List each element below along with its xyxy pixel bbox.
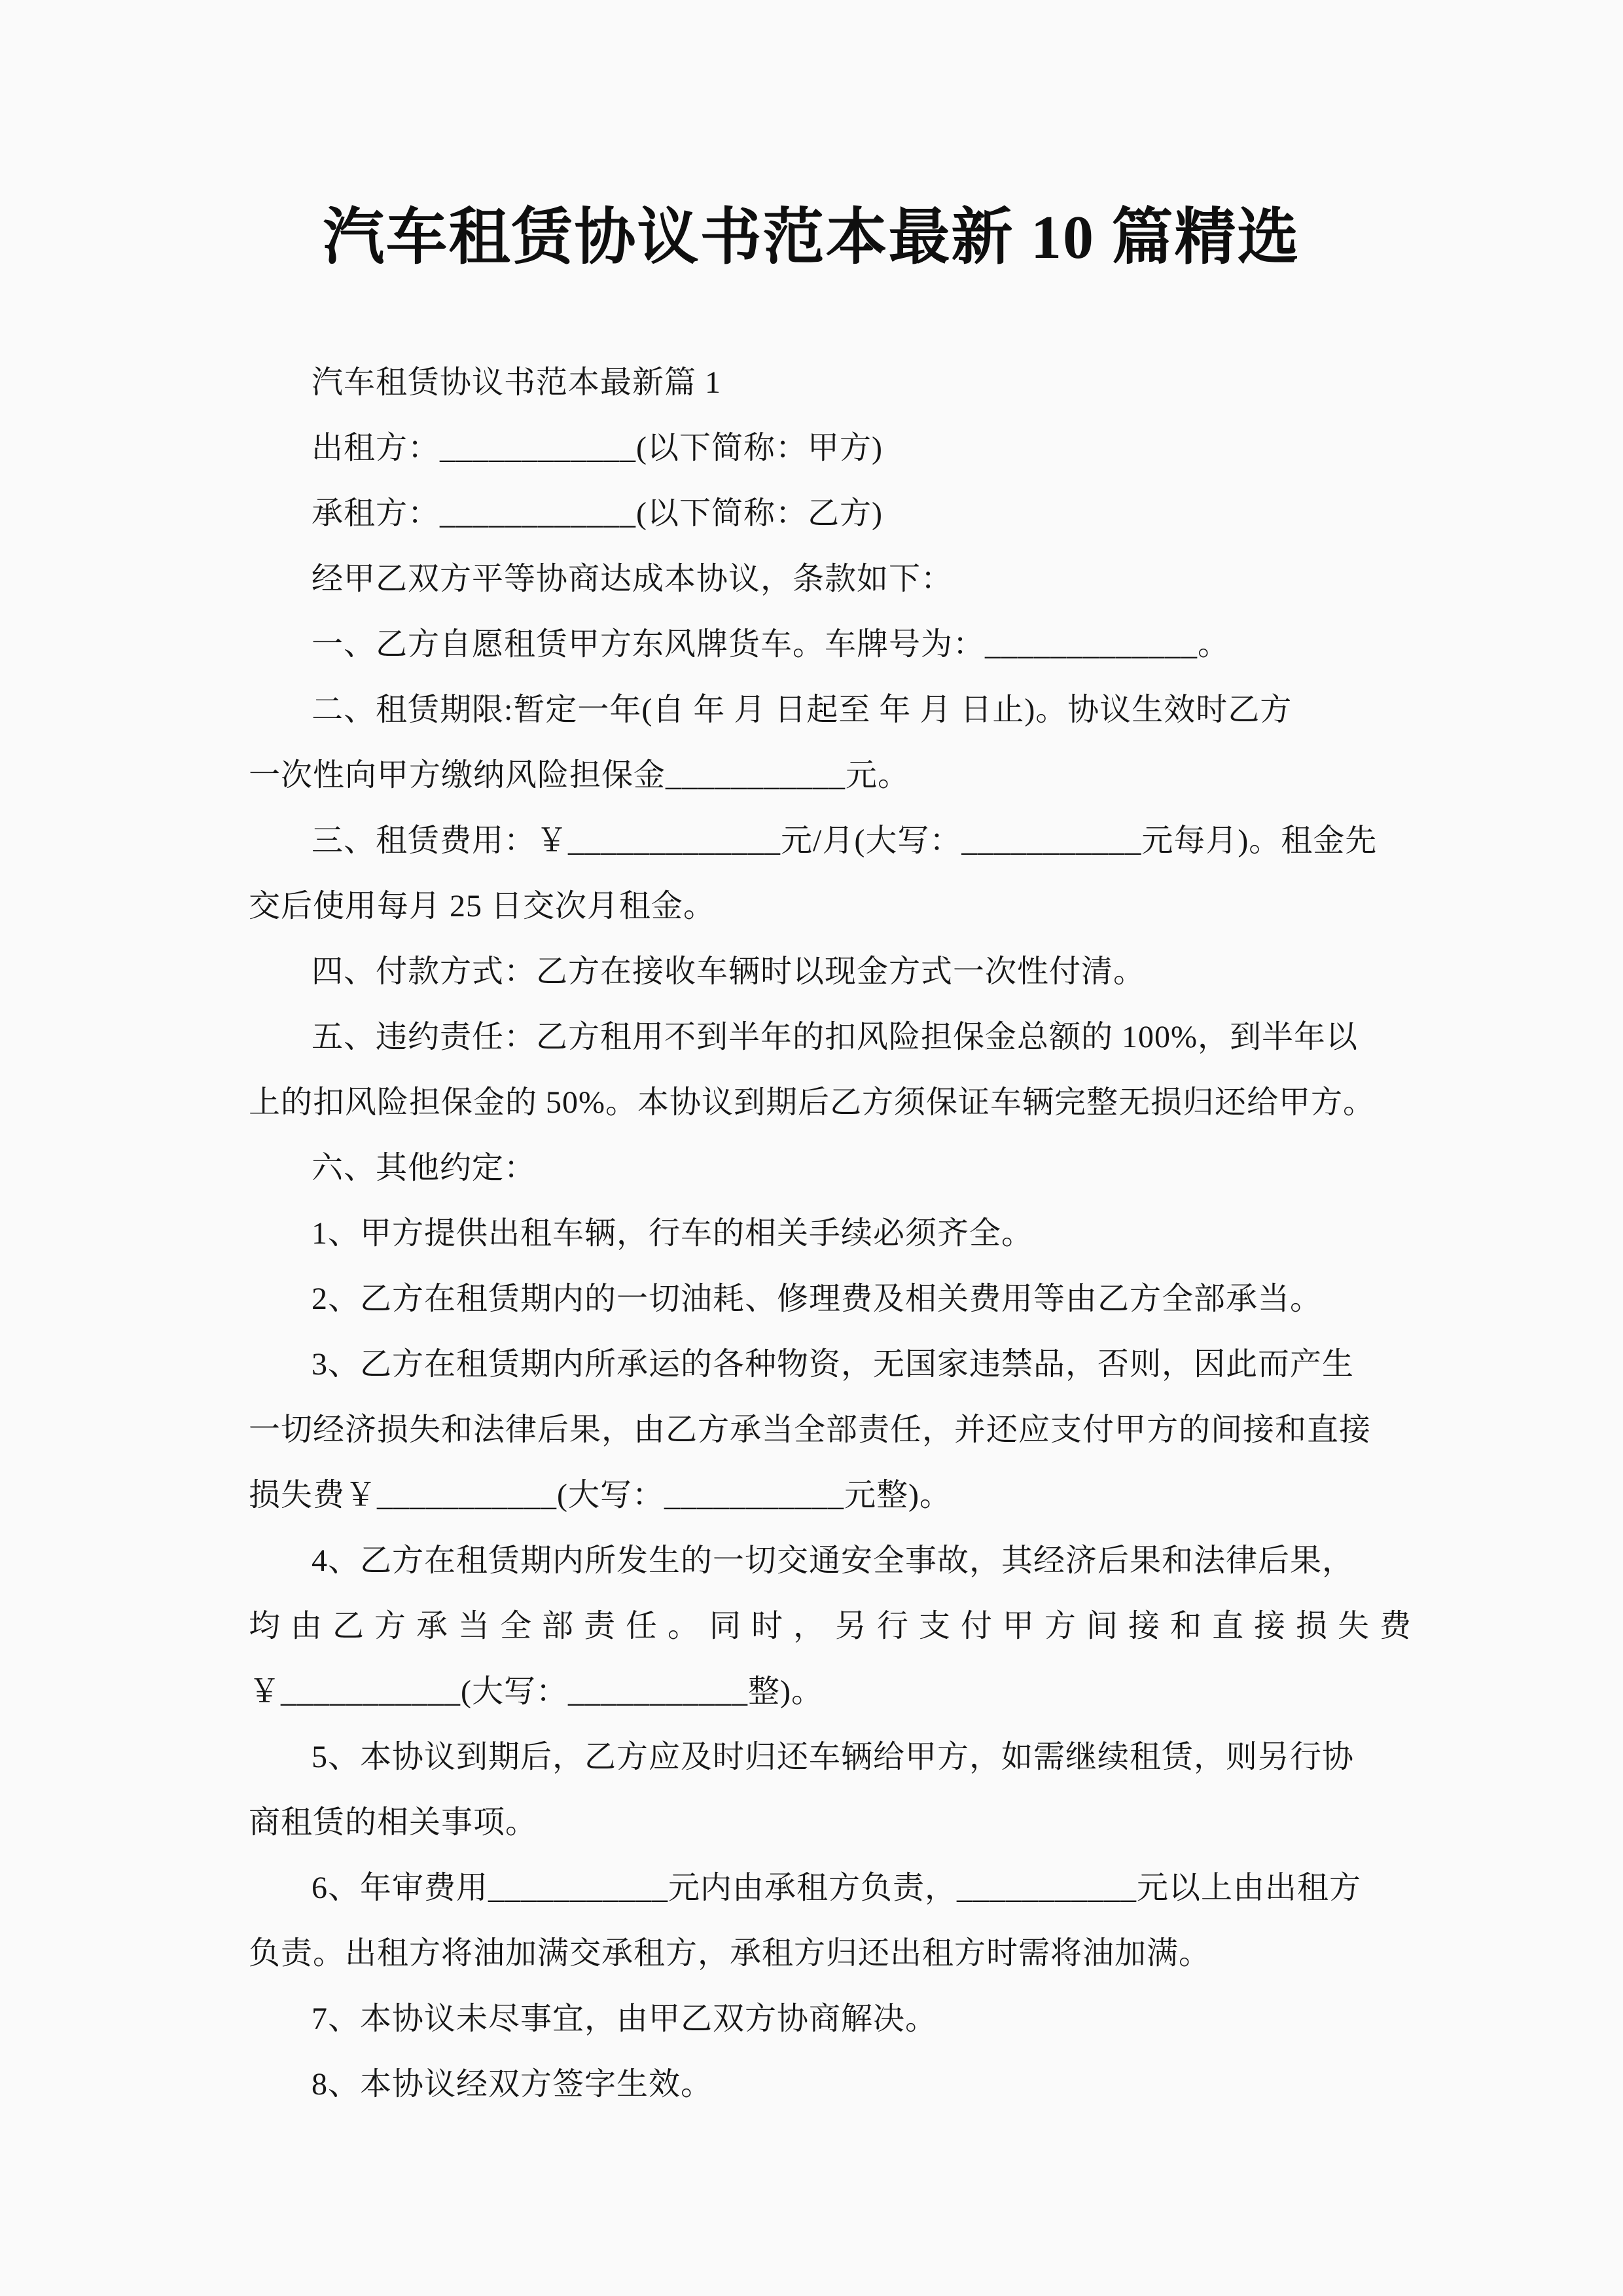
document-line: 商租赁的相关事项。 xyxy=(249,1805,538,1840)
document-line: 损失费￥___________(大写：___________元整)。 xyxy=(249,1478,952,1513)
document-line: 3、乙方在租赁期内所承运的各种物资，无国家违禁品，否则，因此而产生 xyxy=(312,1347,1355,1382)
document-line: 4、乙方在租赁期内所发生的一切交通安全事故，其经济后果和法律后果， xyxy=(312,1543,1355,1578)
document-line: 上的扣风险担保金的 50%。本协议到期后乙方须保证车辆完整无损归还给甲方。 xyxy=(249,1085,1375,1120)
document-line: 7、本协议未尽事宜，由甲乙双方协商解决。 xyxy=(312,2001,938,2036)
document-line: 五、违约责任：乙方租用不到半年的扣风险担保金总额的 100%，到半年以 xyxy=(312,1020,1358,1054)
document-line: 负责。出租方将油加满交承租方，承租方归还出租方时需将油加满。 xyxy=(249,1936,1211,1971)
document-line: 6、年审费用___________元内由承租方负责，___________元以上由出租方 xyxy=(312,1871,1362,1905)
document-line: 二、租赁期限:暂定一年(自 年 月 日起至 年 月 日止)。协议生效时乙方 xyxy=(312,692,1293,727)
document-line: 交后使用每月 25 日交次月租金。 xyxy=(249,889,716,924)
document-body xyxy=(249,350,1427,2117)
document-line: 出租方：____________(以下简称：甲方) xyxy=(312,431,883,465)
document-line: ￥___________(大写：___________整)。 xyxy=(249,1674,823,1709)
document-line: 一次性向甲方缴纳风险担保金___________元。 xyxy=(249,758,910,793)
document-line: 2、乙方在租赁期内的一切油耗、修理费及相关费用等由乙方全部承当。 xyxy=(312,1282,1323,1316)
document-line: 承租方：____________(以下简称：乙方) xyxy=(312,496,883,531)
page-title: 汽车租赁协议书范本最新 10 篇精选 xyxy=(323,204,1300,272)
document-line: 四、付款方式：乙方在接收车辆时以现金方式一次性付清。 xyxy=(312,954,1146,989)
document-line: 一切经济损失和法律后果，由乙方承当全部责任，并还应支付甲方的间接和直接 xyxy=(249,1412,1372,1447)
document-line: 经甲乙双方平等协商达成本协议，条款如下： xyxy=(312,562,954,596)
document-line: 三、租赁费用：￥_____________元/月(大写：___________元每月)。租金先 xyxy=(312,823,1378,858)
document-line: 1、甲方提供出租车辆，行车的相关手续必须齐全。 xyxy=(312,1216,1034,1251)
document-line: 一、乙方自愿租赁甲方东风牌货车。车牌号为：_____________。 xyxy=(312,627,1230,662)
document-line: 汽车租赁协议书范本最新篇 1 xyxy=(312,365,722,400)
document-line: 均由乙方承当全部责任。同时，另行支付甲方间接和直接损失费 xyxy=(249,1609,1422,1643)
document-line: 六、其他约定： xyxy=(312,1151,537,1185)
document-line: 8、本协议经双方签字生效。 xyxy=(312,2067,713,2102)
document-line: 5、本协议到期后，乙方应及时归还车辆给甲方，如需继续租赁，则另行协 xyxy=(312,1740,1355,1774)
